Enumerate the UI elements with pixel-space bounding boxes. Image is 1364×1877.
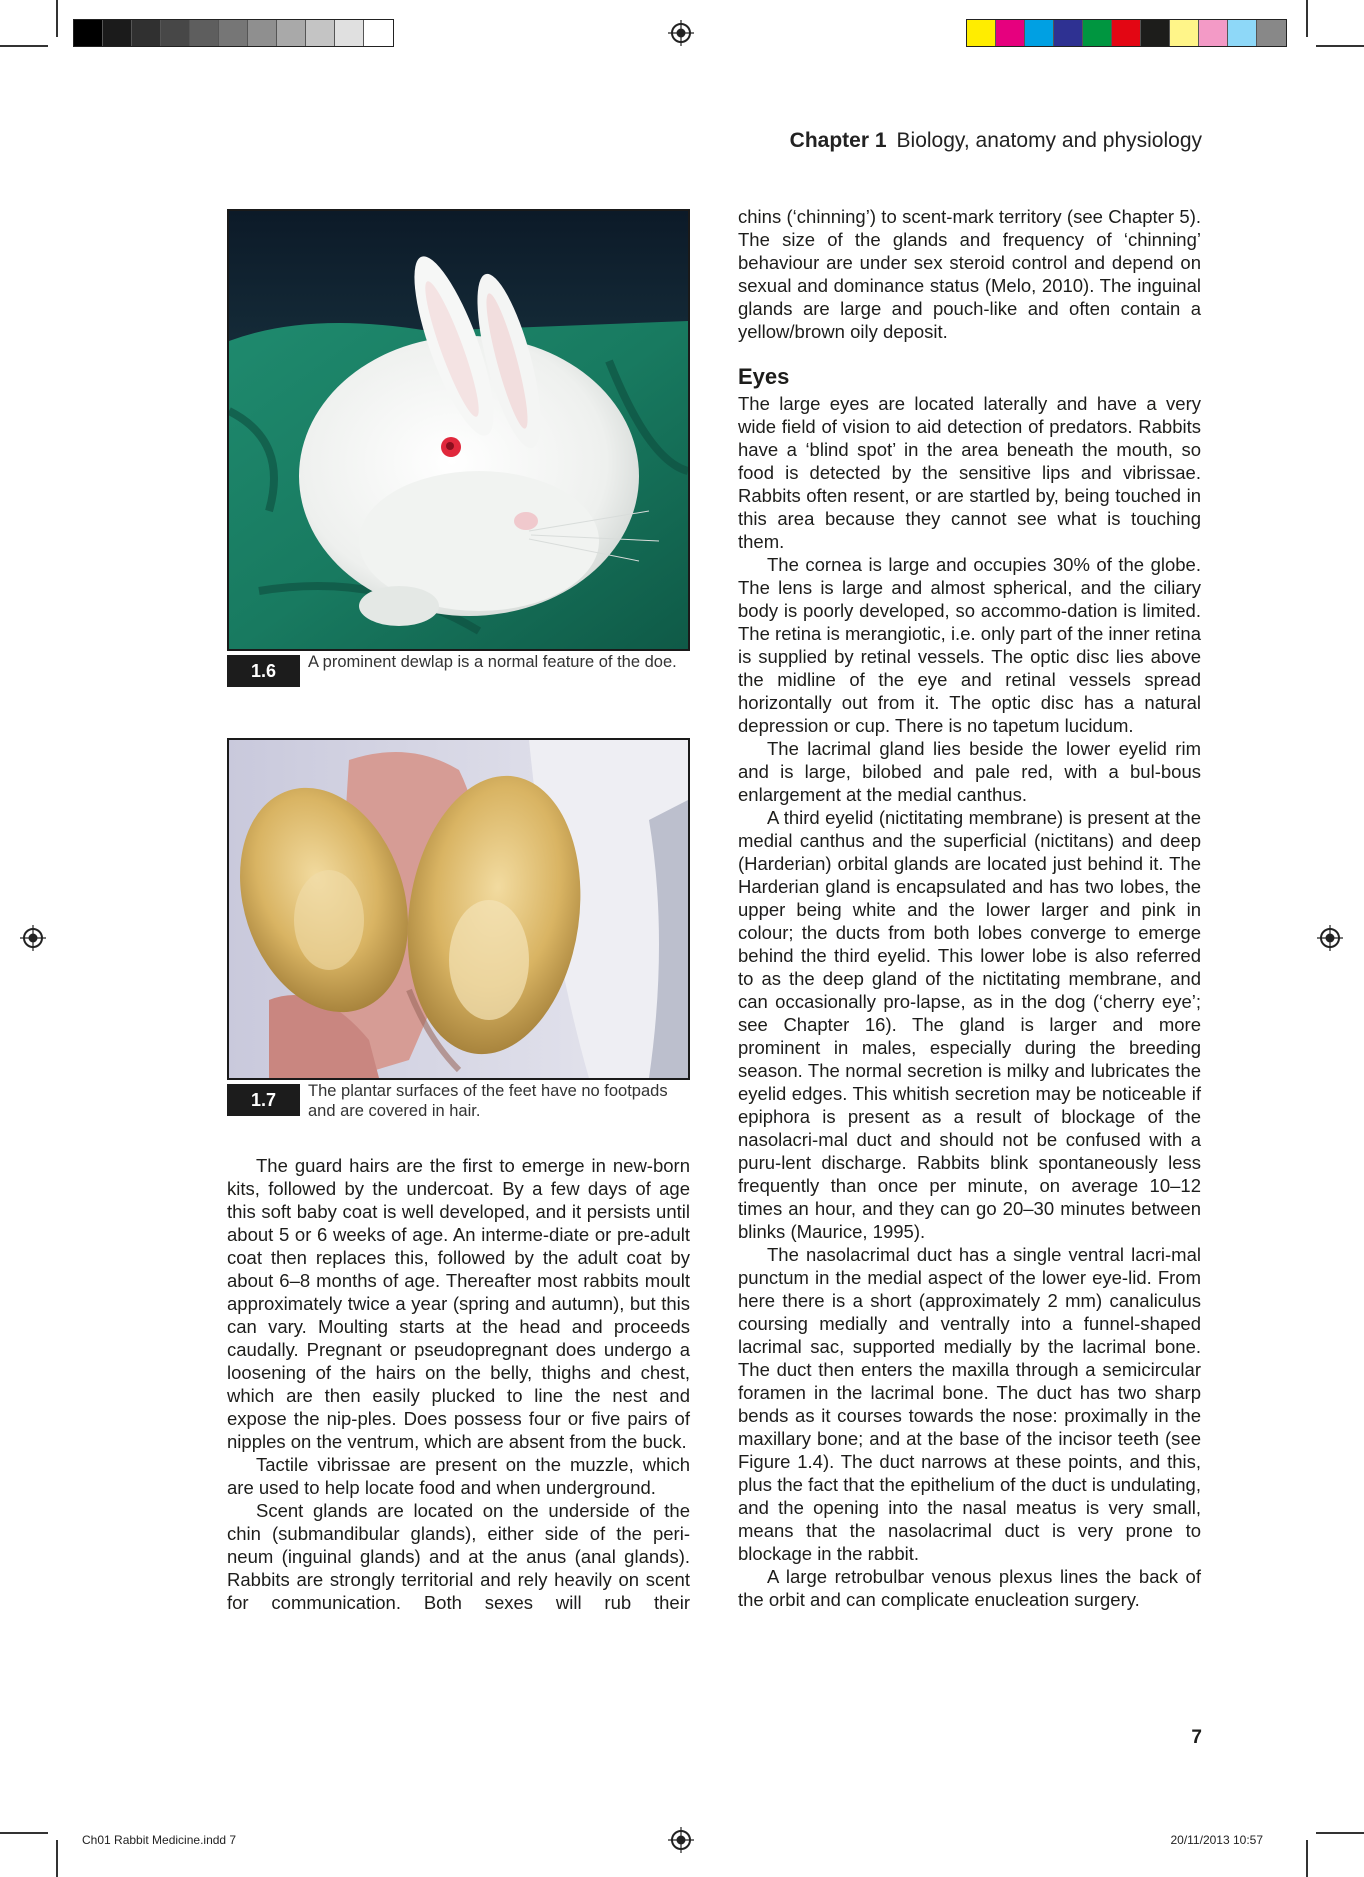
gray-swatch bbox=[219, 20, 248, 46]
rabbit-feet-photo bbox=[229, 740, 688, 1078]
color-calibration-bar bbox=[966, 19, 1287, 47]
body-paragraph: The guard hairs are the first to emerge in new-born kits, followed by the undercoat. By a few days of age this soft baby coat is well developed, and it persists until about 5 or 6 weeks of age. An interme-diate or pre-adult coat then replaces this, followed by the adult coat by about 6–8 months of age. Thereafter most rabbits moult approximately twice a year (spring and autumn), but this can vary. Moulting starts at the head and proceeds caudally. Pregnant or pseudopregnant does undergo a loosening of the hairs on the belly, thighs and chest, which are then easily plucked to line the nest and expose the nip-ples. Does possess four or five pairs of nipples on the ventrum, which are absent from the buck. bbox=[227, 1155, 690, 1452]
body-paragraph: chins (‘chinning’) to scent-mark territory (see Chapter 5). The size of the glands and frequency of ‘chinning’ behaviour are under sex steroid control and depend on sexual and dominance status (Melo, 2010). The inguinal glands are large and pouch-like and often contain a yellow/brown oily deposit. bbox=[738, 206, 1201, 342]
gray-swatch bbox=[248, 20, 277, 46]
color-swatch bbox=[996, 20, 1025, 46]
crop-mark bbox=[1316, 45, 1364, 47]
running-header bbox=[790, 129, 1202, 153]
crop-mark bbox=[56, 0, 58, 37]
body-paragraph: The large eyes are located laterally and have a very wide field of vision to aid detection of predators. Rabbits have a ‘blind spot’ in the area beneath the mouth, so food is detected by the sensitive lips and vibrissae. Rabbits often resent, or are startled by, being touched in this area because they cannot see what is touching them. bbox=[738, 393, 1201, 552]
color-swatch bbox=[1083, 20, 1112, 46]
right-column-text bbox=[738, 205, 1201, 1611]
crop-mark bbox=[56, 1840, 58, 1877]
registration-mark-icon bbox=[668, 1827, 694, 1853]
crop-mark bbox=[1316, 1832, 1364, 1834]
gray-swatch bbox=[364, 20, 393, 46]
page-number: 7 bbox=[1191, 1727, 1202, 1748]
section-heading-eyes: Eyes bbox=[738, 364, 790, 389]
crop-mark bbox=[0, 1832, 48, 1834]
registration-mark-icon bbox=[668, 20, 694, 46]
registration-mark-icon bbox=[20, 925, 46, 951]
chapter-label: Chapter 1 bbox=[789, 129, 887, 152]
figure-1-7-photo bbox=[227, 738, 690, 1080]
gray-swatch bbox=[190, 20, 219, 46]
color-swatch bbox=[1257, 20, 1286, 46]
crop-mark bbox=[1306, 1840, 1308, 1877]
gray-swatch bbox=[132, 20, 161, 46]
body-paragraph: Tactile vibrissae are present on the muzzle, which are used to help locate food and when underground. bbox=[227, 1454, 690, 1498]
figure-caption-text: The plantar surfaces of the feet have no footpads and are covered in hair. bbox=[308, 1082, 668, 1120]
color-swatch bbox=[1228, 20, 1257, 46]
white-rabbit-photo bbox=[229, 211, 688, 649]
gray-swatch bbox=[161, 20, 190, 46]
crop-mark bbox=[0, 45, 48, 47]
body-paragraph: Scent glands are located on the underside of the chin (submandibular glands), either side of the peri-neum (inguinal glands) and at the anus (anal glands). Rabbits are strongly territorial and rely heavily on scent for communication. Both sexes will rub their bbox=[227, 1500, 690, 1613]
color-swatch bbox=[1141, 20, 1170, 46]
gray-swatch bbox=[277, 20, 306, 46]
gray-swatch bbox=[335, 20, 364, 46]
slug-filename: Ch01 Rabbit Medicine.indd 7 bbox=[82, 1833, 237, 1847]
gray-swatch bbox=[306, 20, 335, 46]
figure-1-6-photo bbox=[227, 209, 690, 651]
figure-1-7-caption bbox=[227, 1081, 690, 1125]
gray-swatch bbox=[74, 20, 103, 46]
color-swatch bbox=[1199, 20, 1228, 46]
crop-mark bbox=[1306, 0, 1308, 37]
color-swatch bbox=[1054, 20, 1083, 46]
slug-datetime: 20/11/2013 10:57 bbox=[1170, 1833, 1263, 1847]
figure-1-6-caption bbox=[227, 652, 690, 696]
figure-number-badge: 1.7 bbox=[227, 1084, 300, 1116]
color-swatch bbox=[967, 20, 996, 46]
body-paragraph: The cornea is large and occupies 30% of the globe. The lens is large and almost spherical, and the ciliary body is poorly developed, so accommo-dation is limited. The retina is merangiotic, i.e. only part of the inner retina is supplied by retinal vessels. The optic disc lies above the midline of the eye and retinal vessels spread horizontally out from it. The optic disc has a natural depression or cup. There is no tapetum lucidum. bbox=[738, 554, 1201, 736]
body-paragraph: The nasolacrimal duct has a single ventral lacri-mal punctum in the medial aspect of the lower eye-lid. From here there is a short (approximately 2 mm) canaliculus coursing medially and ventrally into a funnel-shaped lacrimal sac, supported medially by the lacrimal bone. The duct then enters the maxilla through a semicircular foramen in the lacrimal bone. The duct has two sharp bends as it courses towards the nose: proximally in the maxillary bone; and at the base of the incisor teeth (see Figure 1.4). The duct narrows at these points, and this, plus the fact that the epithelium of the duct is undulating, and the opening into the nasal meatus is very small, means that the nasolacrimal duct is very prone to blockage in the rabbit. bbox=[738, 1244, 1201, 1564]
color-swatch bbox=[1112, 20, 1141, 46]
registration-mark-icon bbox=[1317, 925, 1343, 951]
gray-swatch bbox=[103, 20, 132, 46]
grayscale-calibration-bar bbox=[73, 19, 394, 47]
body-paragraph: The lacrimal gland lies beside the lower eyelid rim and is large, bilobed and pale red, with a bul-bous enlargement at the medial canthus. bbox=[738, 738, 1201, 805]
body-paragraph: A large retrobulbar venous plexus lines the back of the orbit and can complicate enucleation surgery. bbox=[738, 1566, 1201, 1610]
left-column-text bbox=[227, 1154, 690, 1614]
color-swatch bbox=[1170, 20, 1199, 46]
chapter-title: Biology, anatomy and physiology bbox=[896, 129, 1202, 152]
body-paragraph: A third eyelid (nictitating membrane) is present at the medial canthus and the superficial (nictitans) and deep (Harderian) orbital glands are located just behind it. The Harderian gland is encapsulated and has two lobes, the upper being white and the lower larger and pink in colour; the ducts from both lobes converge to emerge behind the third eyelid. This lower lobe is also referred to as the deep gland of the nictitating membrane, and can occasionally pro-lapse, as in the dog (‘cherry eye’; see Chapter 16). The gland is larger and more prominent in males, especially during the breeding season. The normal secretion is milky and lubricates the eyelid edges. This whitish secretion may be noticeable if epiphora is present as a result of blockage of the nasolacri-mal duct and should not be confused with a puru-lent discharge. Rabbits blink spontaneously less frequently than once per minute, on average 10–12 times an hour, and they can go 20–30 minutes between blinks (Maurice, 1995). bbox=[738, 807, 1201, 1242]
figure-number-badge: 1.6 bbox=[227, 655, 300, 687]
figure-caption-text: A prominent dewlap is a normal feature of the doe. bbox=[308, 653, 677, 671]
color-swatch bbox=[1025, 20, 1054, 46]
